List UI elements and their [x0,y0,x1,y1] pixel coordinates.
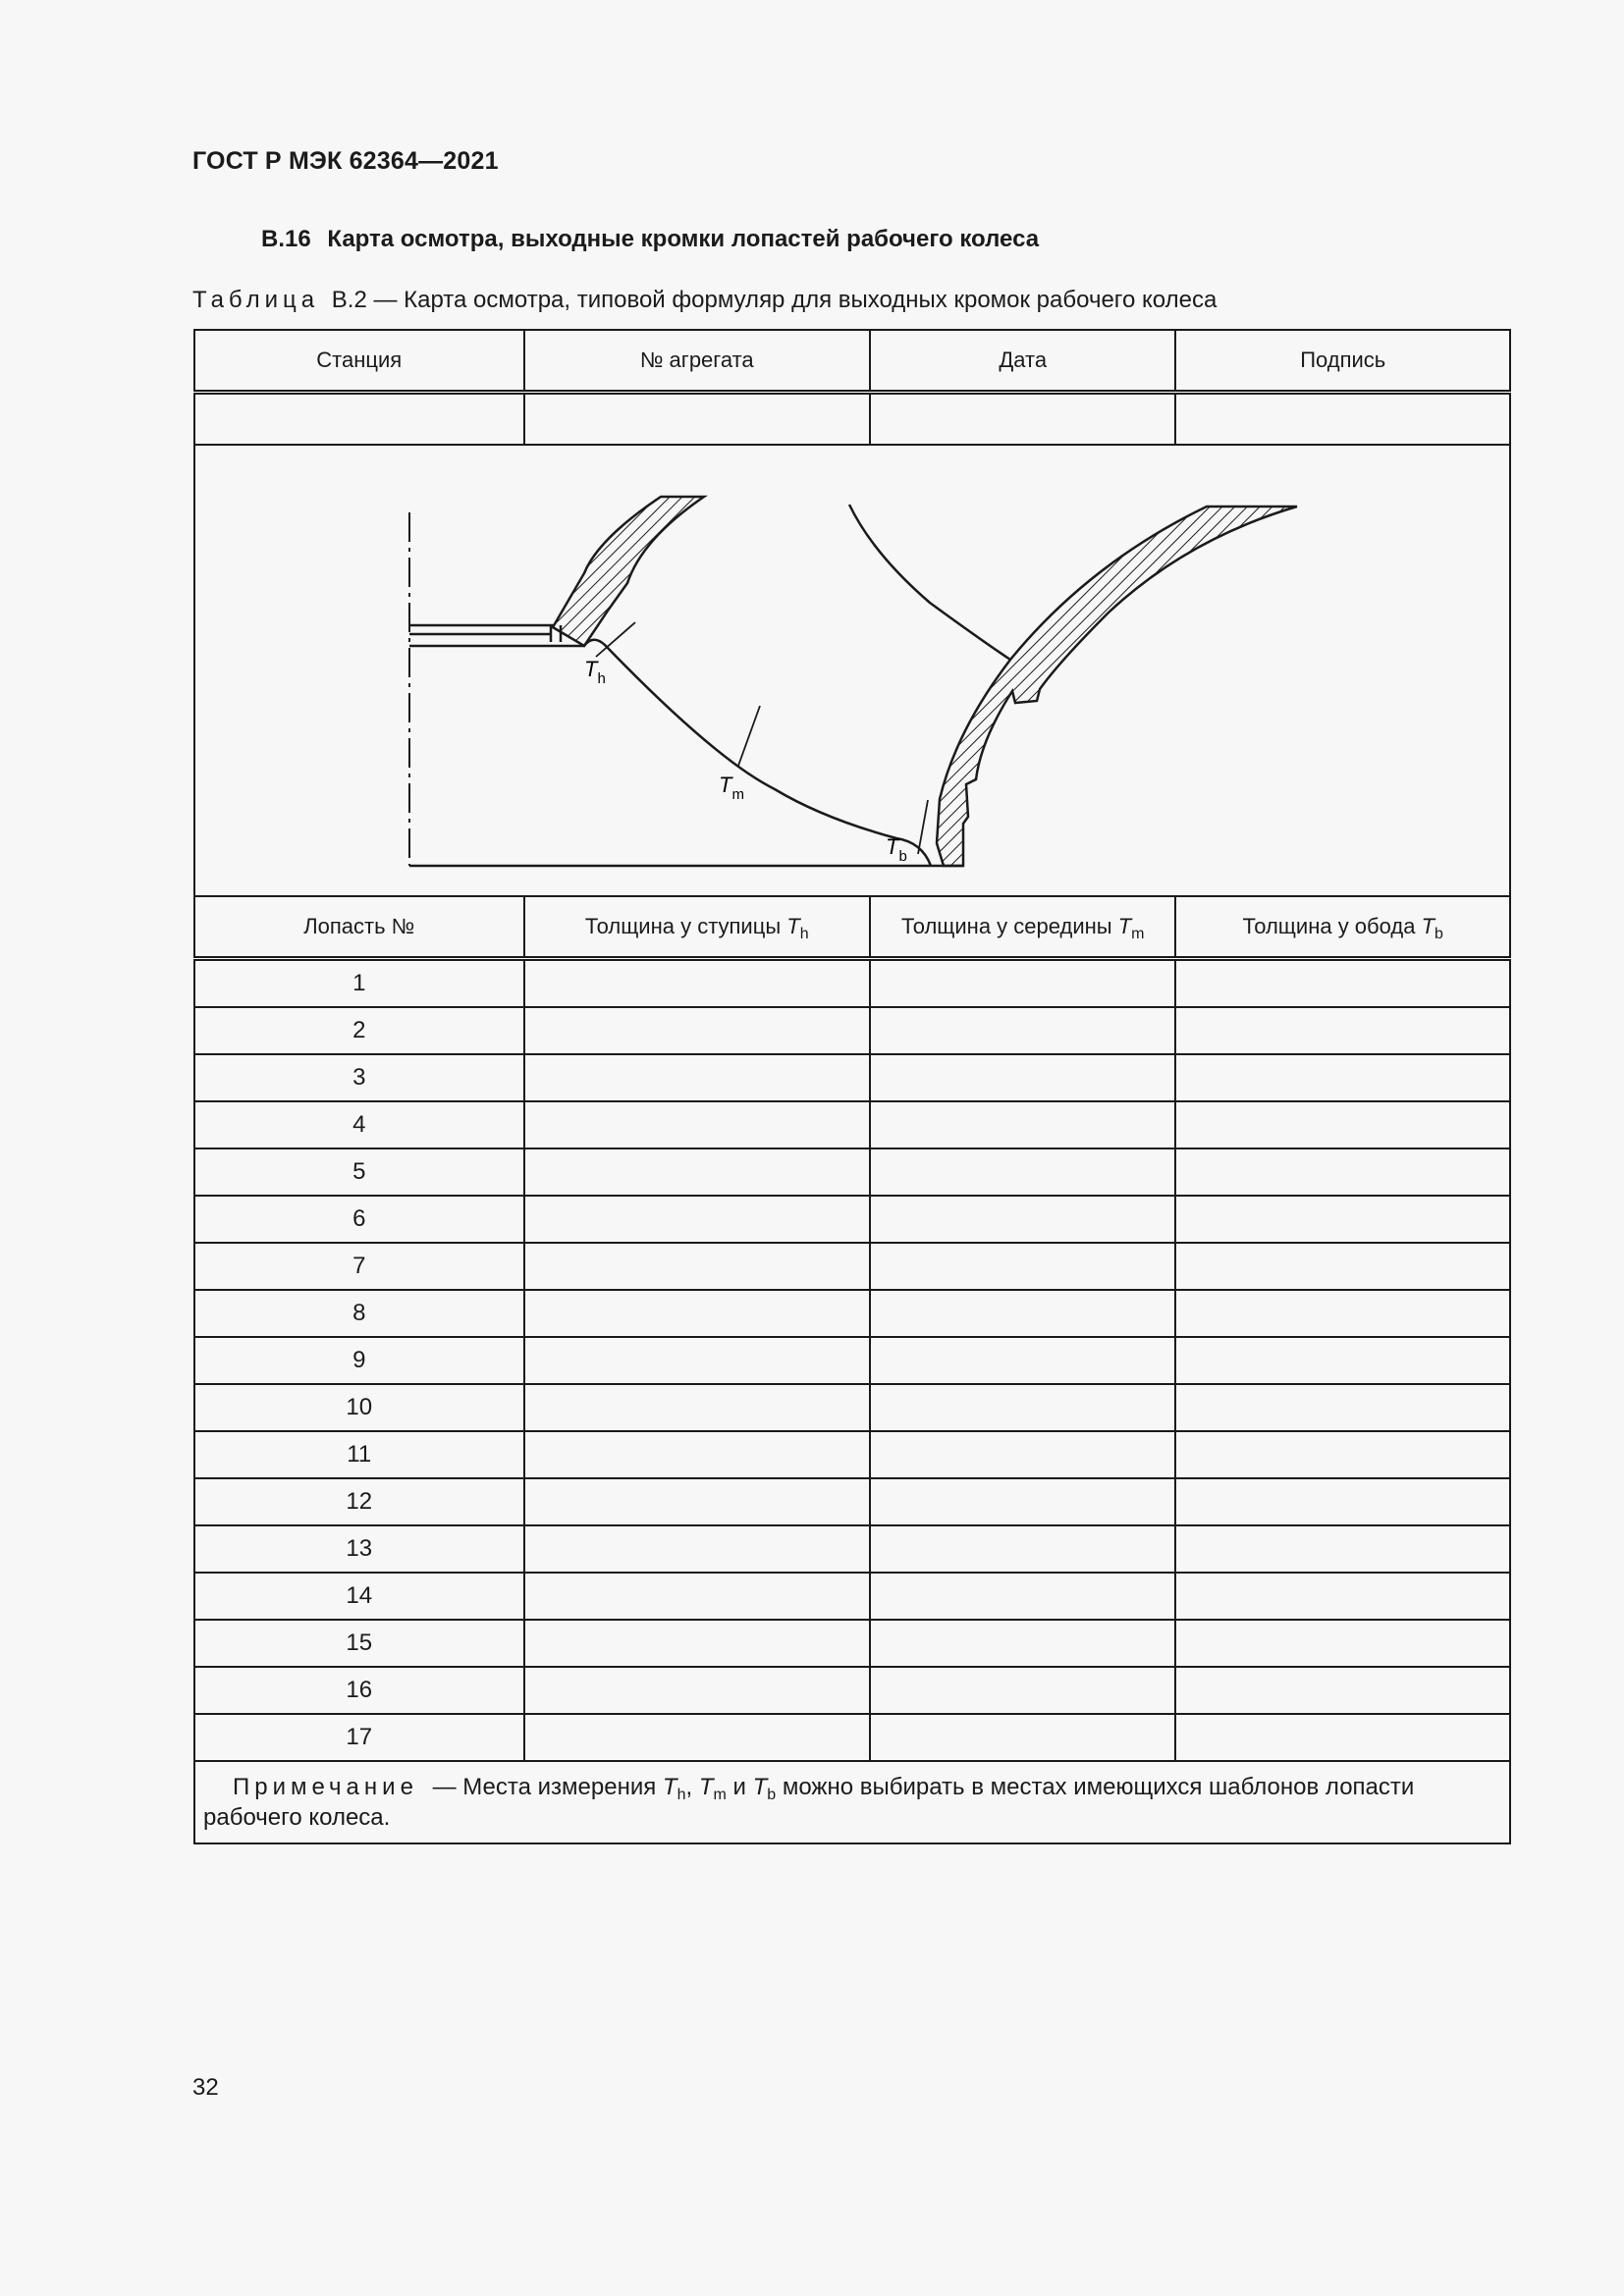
blade-number-cell: 12 [194,1478,524,1525]
hub-thickness-cell[interactable] [524,1290,871,1337]
middle-thickness-cell[interactable] [870,959,1175,1008]
note-label: Примечание [233,1774,418,1800]
signature-cell[interactable] [1175,393,1510,446]
blade-number-cell: 3 [194,1054,524,1101]
band-thickness-cell[interactable] [1175,1148,1510,1196]
hub-thickness-cell[interactable] [524,1431,871,1478]
header-hub-symbol: T [786,914,800,938]
note-sub-2: m [713,1787,727,1803]
middle-thickness-cell[interactable] [870,1243,1175,1290]
middle-thickness-cell[interactable] [870,1290,1175,1337]
table-row [194,1337,1510,1384]
inspection-form-table [193,329,1511,1844]
hub-thickness-cell[interactable] [524,1384,871,1431]
hub-thickness-cell[interactable] [524,1148,871,1196]
header-row [194,330,1510,393]
table-caption [192,287,1217,314]
note-cell [194,1761,1510,1843]
table-row [194,1290,1510,1337]
note-symbol-1: T [662,1774,677,1800]
label-middle-thickness: $T_m$ [719,773,744,803]
band-thickness-cell[interactable] [1175,1525,1510,1573]
header-blade-number: Лопасть № [194,896,524,959]
note-dash-text: — Места измерения [432,1774,657,1800]
note-sub-1: h [677,1787,686,1803]
band-thickness-cell[interactable] [1175,1101,1510,1148]
table-row [194,1007,1510,1054]
hub-thickness-cell[interactable] [524,1007,871,1054]
band-thickness-cell[interactable] [1175,1478,1510,1525]
middle-thickness-cell[interactable] [870,1054,1175,1101]
note-row [194,1761,1510,1843]
table-row [194,1196,1510,1243]
blade-number-cell: 6 [194,1196,524,1243]
note-separator-1: , [685,1774,693,1800]
band-thickness-cell[interactable] [1175,1384,1510,1431]
blade-number-cell: 5 [194,1148,524,1196]
header-band-thickness [1175,896,1510,959]
table-row [194,1620,1510,1667]
note-separator-2: и [732,1774,746,1800]
hub-thickness-cell[interactable] [524,1478,871,1525]
band-thickness-cell[interactable] [1175,1431,1510,1478]
table-row [194,1054,1510,1101]
middle-thickness-cell[interactable] [870,1007,1175,1054]
hub-thickness-cell[interactable] [524,1196,871,1243]
table-caption-text: — Карта осмотра, типовой формуляр для выходных кромок рабочего колеса [373,287,1218,313]
runner-blade-section-figure [195,446,1509,895]
middle-thickness-cell[interactable] [870,1667,1175,1714]
middle-thickness-cell[interactable] [870,1431,1175,1478]
table-row [194,959,1510,1008]
table-row [194,1243,1510,1290]
hub-thickness-cell[interactable] [524,1243,871,1290]
hub-thickness-cell[interactable] [524,1714,871,1761]
band-thickness-cell[interactable] [1175,1337,1510,1384]
band-thickness-cell[interactable] [1175,1196,1510,1243]
header-station: Станция [194,330,524,393]
band-leader-line [918,800,928,854]
blade-trailing-edge [584,640,931,866]
blade-number-cell: 16 [194,1667,524,1714]
document-code: ГОСТ Р МЭК 62364—2021 [192,147,499,175]
middle-thickness-cell[interactable] [870,1620,1175,1667]
band-thickness-cell[interactable] [1175,1667,1510,1714]
label-hub-thickness: $T_h$ [584,657,606,687]
blade-number-cell: 2 [194,1007,524,1054]
hub-thickness-cell[interactable] [524,1620,871,1667]
table-row [194,1525,1510,1573]
header-band-text: Толщина у обода [1242,914,1416,938]
header-band-sub: b [1435,926,1443,942]
middle-thickness-cell[interactable] [870,1714,1175,1761]
header-hub-thickness [524,896,871,959]
middle-thickness-cell[interactable] [870,1525,1175,1573]
hub-thickness-cell[interactable] [524,1525,871,1573]
table-row [194,1101,1510,1148]
runner-blade-figure-cell [194,445,1510,896]
blade-number-cell: 11 [194,1431,524,1478]
header-middle-thickness [870,896,1175,959]
blade-number-cell: 17 [194,1714,524,1761]
hub-thickness-cell[interactable] [524,1054,871,1101]
date-cell[interactable] [870,393,1175,446]
middle-thickness-cell[interactable] [870,1101,1175,1148]
header-middle-symbol: T [1117,914,1132,938]
band-thickness-cell[interactable] [1175,1243,1510,1290]
middle-thickness-cell[interactable] [870,1337,1175,1384]
header-hub-text: Толщина у ступицы [584,914,782,938]
middle-thickness-cell[interactable] [870,1573,1175,1620]
header-middle-text: Толщина у середины [900,914,1112,938]
blade-number-cell: 8 [194,1290,524,1337]
band-thickness-cell[interactable] [1175,1007,1510,1054]
header-band-symbol: T [1421,914,1435,938]
hub-wall [553,497,704,646]
figure-row [194,445,1510,896]
band-thickness-cell[interactable] [1175,1054,1510,1101]
header-date: Дата [870,330,1175,393]
blade-number-cell: 13 [194,1525,524,1573]
label-band-thickness: $T_b$ [886,834,907,865]
middle-thickness-cell[interactable] [870,1478,1175,1525]
blade-number-cell: 10 [194,1384,524,1431]
middle-leader-line [738,706,760,766]
section-heading [261,226,1039,253]
band-thickness-cell[interactable] [1175,1714,1510,1761]
band-thickness-cell[interactable] [1175,1620,1510,1667]
note-text-after: можно выбирать в местах имеющихся шаблонов лопасти рабочего колеса. [203,1774,1415,1831]
table-row [194,1714,1510,1761]
section-title: Карта осмотра, выходные кромки лопастей рабочего колеса [327,226,1040,252]
note-symbol-3: T [752,1774,768,1800]
hub-thickness-cell[interactable] [524,1667,871,1714]
band-thickness-cell[interactable] [1175,1290,1510,1337]
hub-thickness-cell[interactable] [524,959,871,1008]
blade-number-cell: 14 [194,1573,524,1620]
blade-number-cell: 4 [194,1101,524,1148]
table-row [194,1431,1510,1478]
blade-header-row [194,896,1510,959]
header-unit-number: № агрегата [524,330,871,393]
entry-row [194,393,1510,446]
blade-number-cell: 9 [194,1337,524,1384]
band-thickness-cell[interactable] [1175,1573,1510,1620]
unit-number-cell[interactable] [524,393,871,446]
table-row [194,1573,1510,1620]
blade-number-cell: 15 [194,1620,524,1667]
header-signature: Подпись [1175,330,1510,393]
table-row [194,1667,1510,1714]
section-number: B.16 [261,226,311,252]
header-middle-sub: m [1131,926,1145,942]
hub-thickness-cell[interactable] [524,1101,871,1148]
table-row [194,1478,1510,1525]
blade-rows [194,959,1510,1762]
middle-thickness-cell[interactable] [870,1384,1175,1431]
blade-number-cell: 1 [194,959,524,1008]
page-number: 32 [192,2074,219,2101]
band-inner-curve [849,505,1010,660]
hub-leader-line [596,622,635,657]
note-sub-3: b [767,1787,777,1803]
station-cell[interactable] [194,393,524,446]
note-symbol-2: T [698,1774,714,1800]
band-thickness-cell[interactable] [1175,959,1510,1008]
table-row [194,1384,1510,1431]
blade-number-cell: 7 [194,1243,524,1290]
table-row [194,1148,1510,1196]
table-caption-number: B.2 [331,287,367,313]
hub-thickness-cell[interactable] [524,1573,871,1620]
middle-thickness-cell[interactable] [870,1196,1175,1243]
header-hub-sub: h [799,926,809,942]
table-caption-label: Таблица [192,287,320,313]
hub-thickness-cell[interactable] [524,1337,871,1384]
band-wall [937,507,1297,866]
middle-thickness-cell[interactable] [870,1148,1175,1196]
